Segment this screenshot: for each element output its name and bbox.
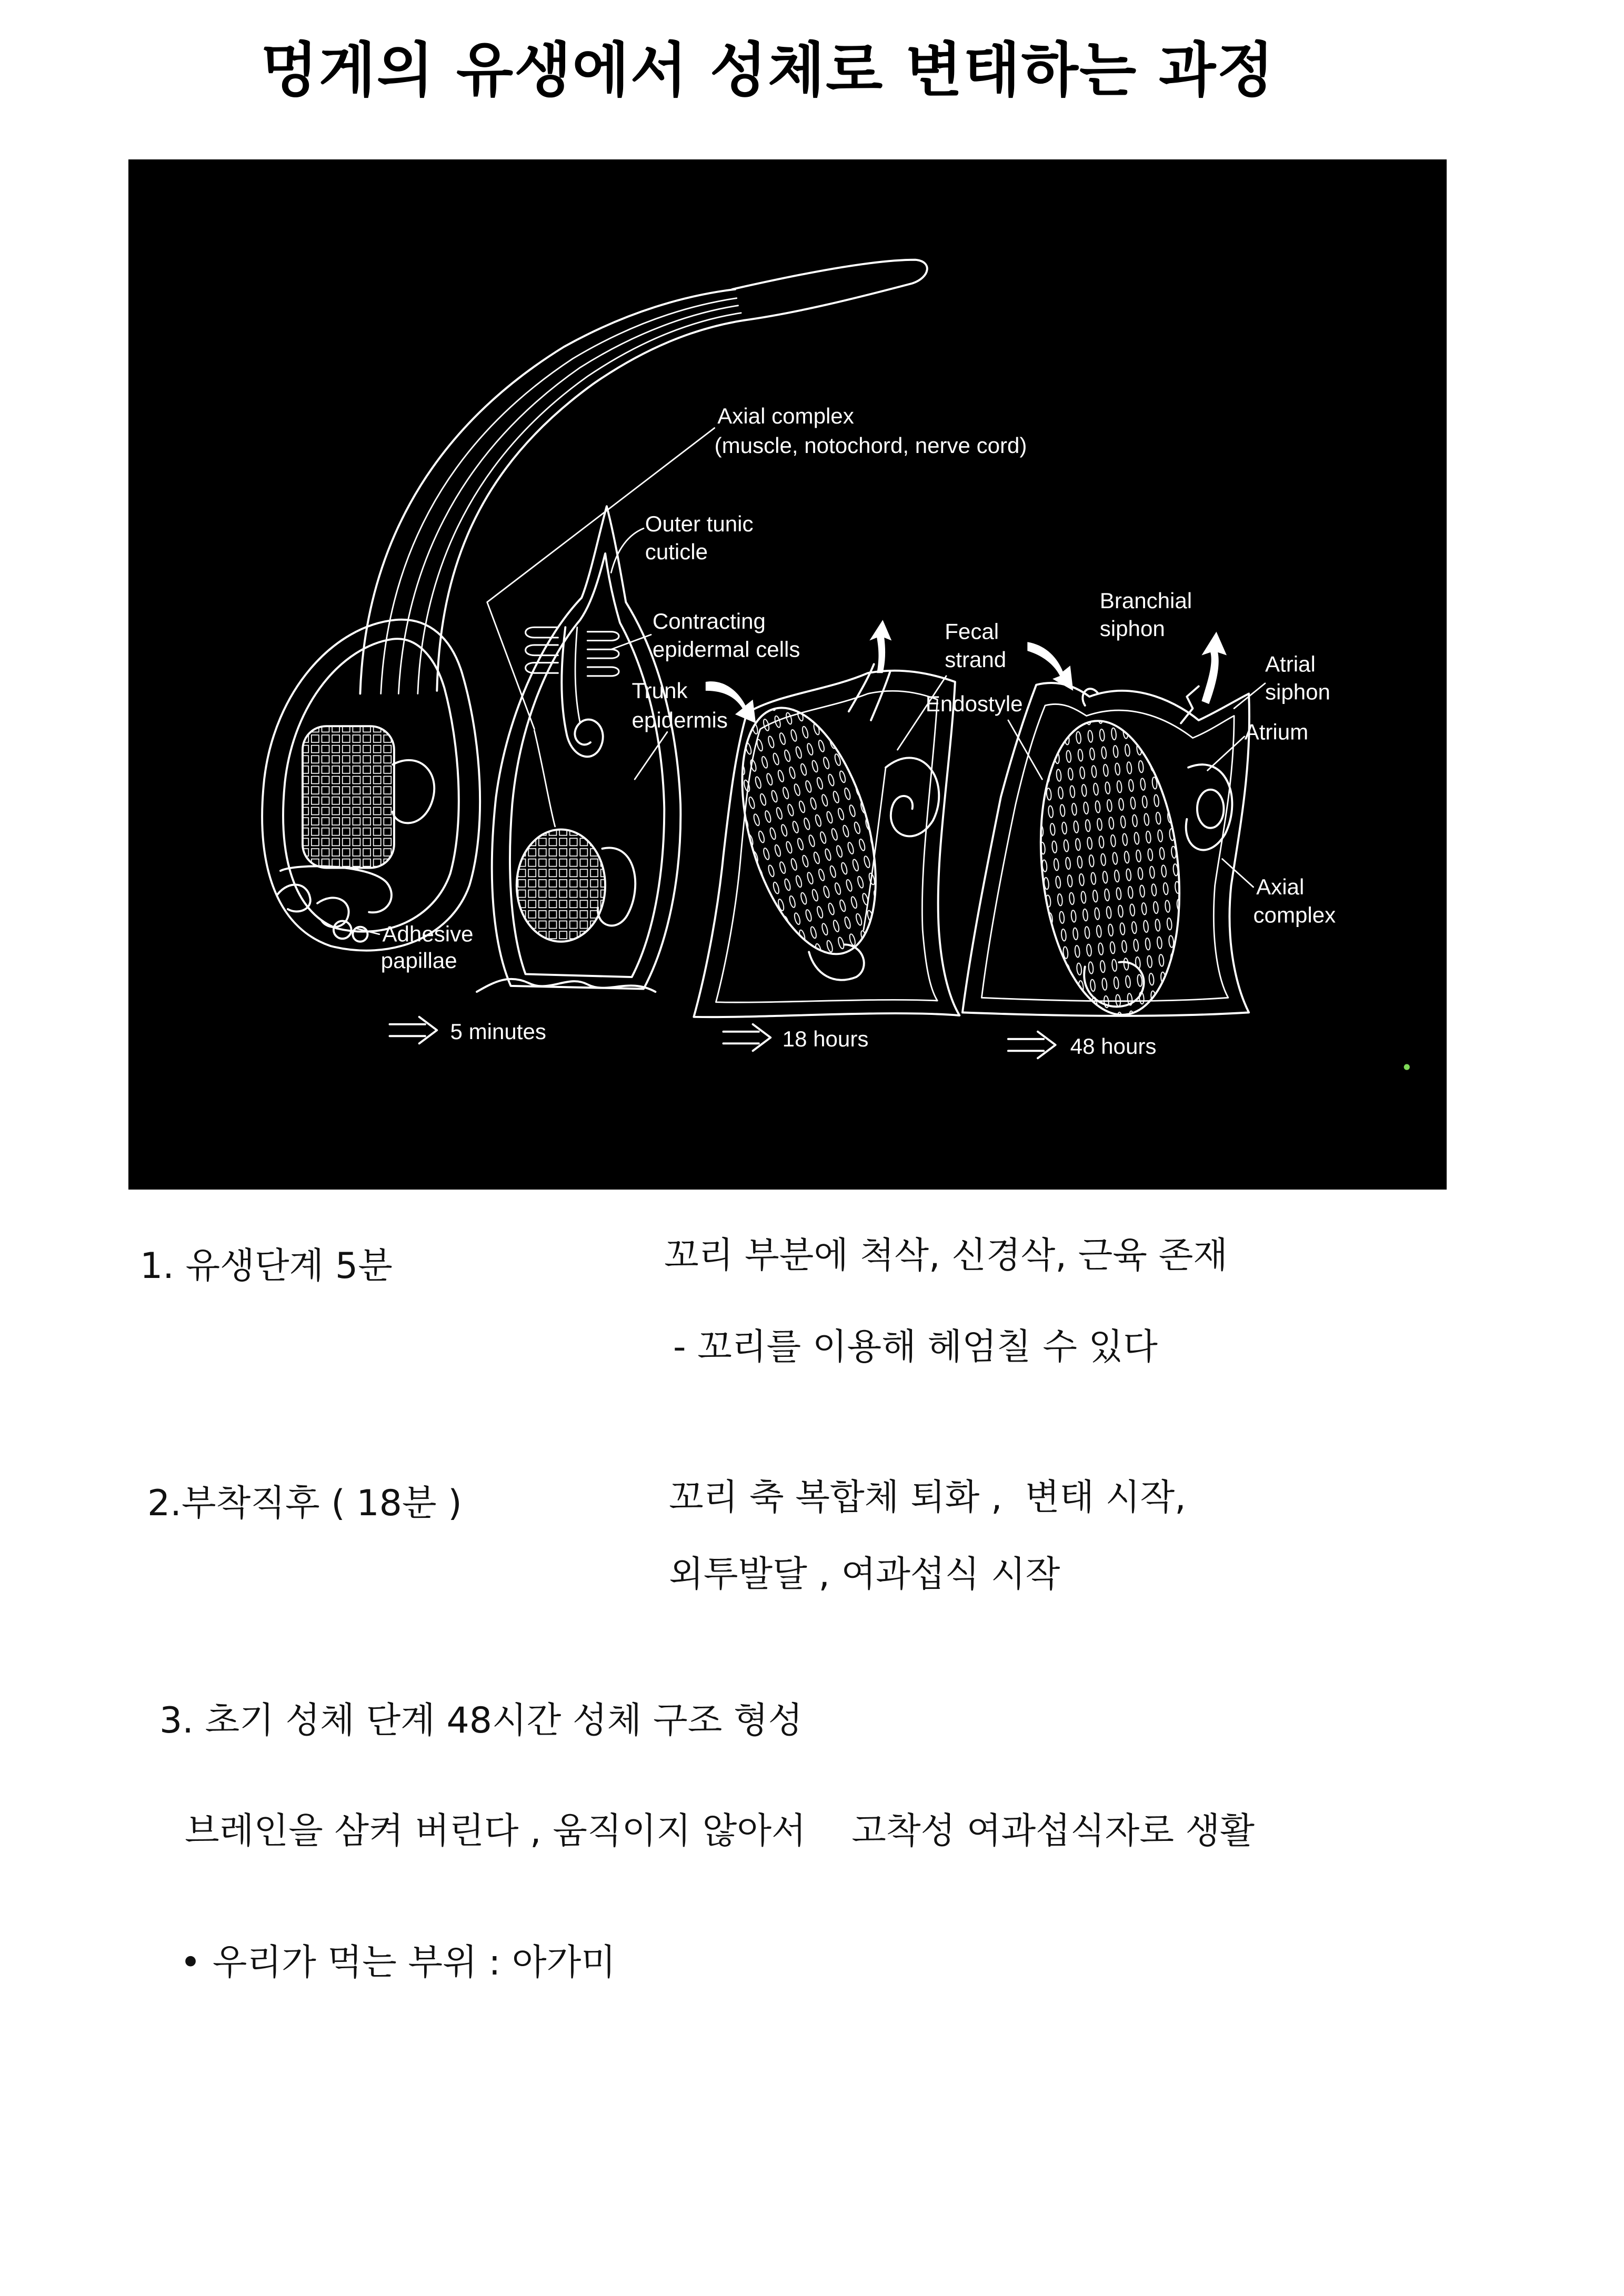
stage1-detail: 꼬리 부분에 척삭, 신경삭, 근육 존재: [664, 1235, 1228, 1276]
stage2-heading: 2.부착직후 ( 18분 ): [147, 1483, 462, 1524]
label-branchial: Branchial: [1099, 588, 1192, 613]
edible-part-bullet: • 우리가 먹는 부위 : 아가미: [180, 1942, 616, 1983]
label-complex: complex: [1253, 902, 1336, 928]
label-strand: strand: [945, 647, 1007, 672]
label-papillae: papillae: [380, 948, 457, 973]
stage2-detail: 꼬리 축 복합체 퇴화 , 변태 시작,: [669, 1477, 1186, 1518]
label-branchial-siphon: siphon: [1099, 616, 1165, 641]
larva-pharynx: [303, 726, 394, 868]
timepoint-18-hours: 18 hours: [782, 1026, 869, 1051]
label-atrial-siphon: siphon: [1265, 679, 1330, 704]
label-atrium: Atrium: [1244, 719, 1309, 744]
stage1-detail: - 꼬리를 이용해 헤엄칠 수 있다: [673, 1326, 1158, 1368]
label-epidermal-cells: epidermal cells: [652, 637, 800, 662]
stage1-heading: 1. 유생단계 5분: [140, 1245, 393, 1287]
label-adhesive: Adhesive: [382, 921, 474, 946]
label-axial-complex-detail: (muscle, notochord, nerve cord): [714, 433, 1027, 458]
marker-dot: [1404, 1064, 1410, 1070]
label-atrial: Atrial: [1265, 651, 1316, 677]
label-fecal: Fecal: [945, 619, 999, 644]
label-epidermis: epidermis: [631, 707, 728, 732]
stage3-detail: 브레인을 삼켜 버린다 , 움직이지 않아서 고착성 여과섭식자로 생활: [185, 1810, 1255, 1852]
label-contracting: Contracting: [652, 609, 766, 634]
label-cuticle: cuticle: [645, 539, 708, 565]
label-outer-tunic: Outer tunic: [645, 511, 754, 536]
label-axial: Axial: [1256, 874, 1305, 899]
timepoint-48-hours: 48 hours: [1070, 1033, 1157, 1059]
timepoint-5-minutes: 5 minutes: [450, 1019, 546, 1044]
metamorphosis-figure: [128, 159, 1447, 1190]
label-axial-complex: Axial complex: [717, 404, 854, 429]
stage3-heading: 3. 초기 성체 단계 48시간 성체 구조 형성: [159, 1700, 803, 1741]
label-endostyle: Endostyle: [925, 691, 1023, 717]
page-title: 멍게의 유생에서 성체로 변태하는 과정: [260, 36, 1275, 105]
label-trunk: Trunk: [631, 678, 688, 703]
stage2-detail: 외투발달 , 여과섭식 시작: [669, 1554, 1060, 1595]
settling-pharynx: [517, 830, 605, 942]
